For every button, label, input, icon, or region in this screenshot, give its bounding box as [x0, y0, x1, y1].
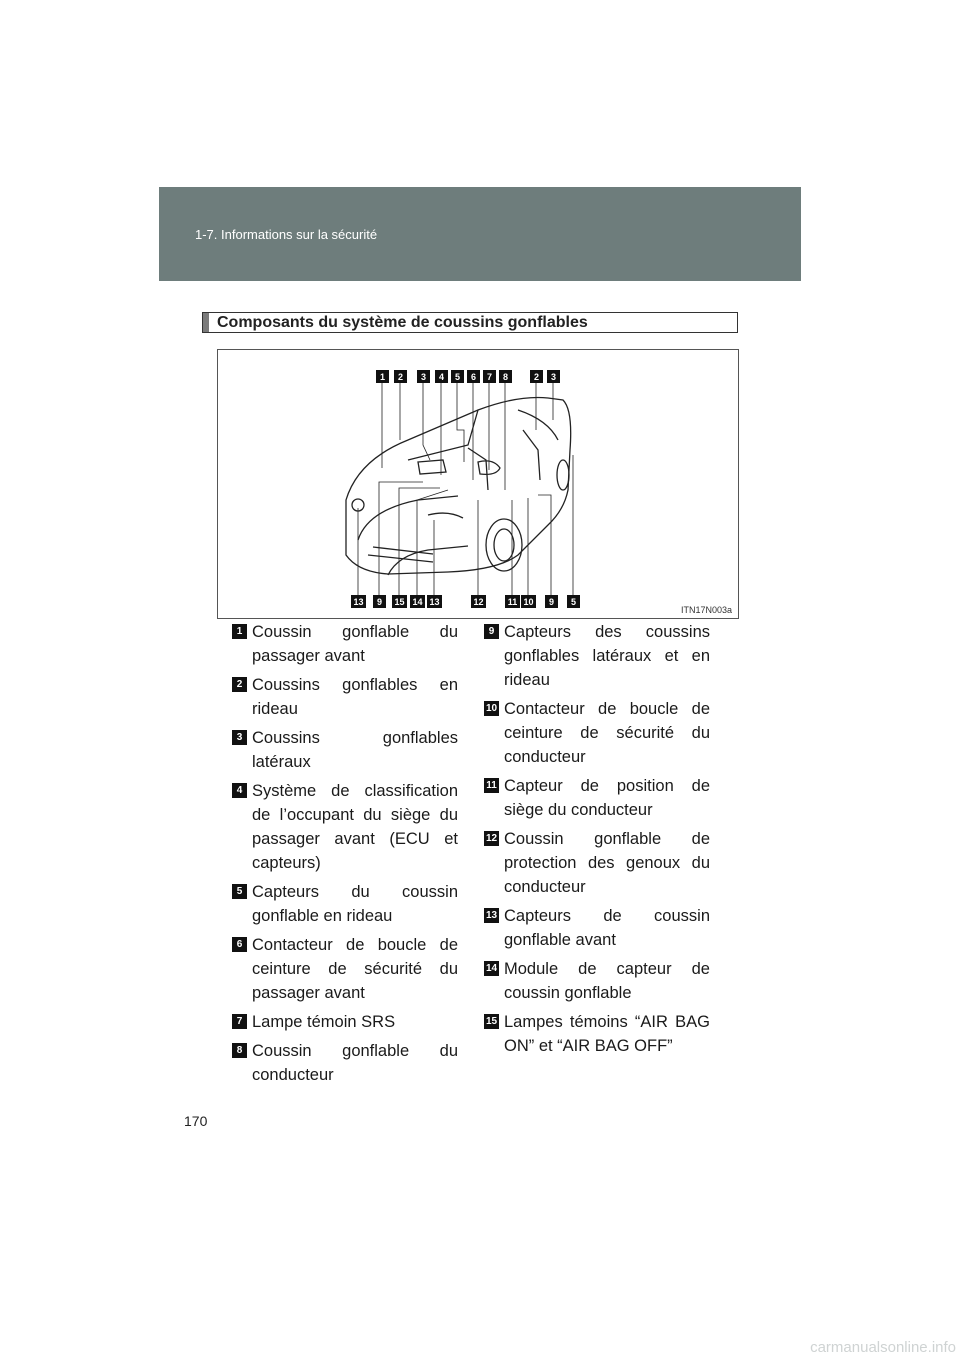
item-number-badge: 3	[232, 730, 247, 745]
page-number: 170	[184, 1113, 208, 1129]
figure-code: ITN17N003a	[680, 605, 732, 615]
callout-label: 3	[420, 372, 427, 382]
legend-item	[484, 620, 710, 692]
bottom-callouts	[351, 595, 580, 608]
item-number-badge: 5	[232, 884, 247, 899]
item-text: Capteurs de coussin gonflable avant	[504, 907, 710, 949]
item-number-badge: 14	[485, 963, 498, 974]
legend-item	[484, 904, 710, 952]
item-text: Coussins gonflables latéraux	[252, 729, 458, 771]
legend-item	[484, 827, 710, 899]
item-text: Coussin gonflable du passager avant	[252, 623, 458, 665]
callout-label: 2	[533, 372, 540, 382]
item-text: Coussin gonflable de protection des genoux du conducteur	[504, 830, 710, 896]
airbag-diagram	[217, 349, 739, 619]
legend-item	[232, 620, 458, 668]
item-text: Lampe témoin SRS	[252, 1013, 396, 1031]
item-text: Capteur de position de siège du conducteur	[504, 777, 710, 819]
item-number-badge: 7	[232, 1014, 247, 1029]
callout-label: 2	[397, 372, 404, 382]
item-text: Système de classification de l’occupant du siège du passager avant (ECU et capteurs)	[252, 782, 458, 872]
section-title: Composants du système de coussins gonflables	[217, 314, 588, 331]
item-number-badge: 9	[484, 624, 499, 639]
callout-label: 5	[454, 372, 461, 382]
legend-column-right	[484, 620, 710, 1063]
callout-label: 11	[507, 597, 518, 607]
legend-item	[484, 1010, 710, 1058]
section-breadcrumb: 1-7. Informations sur la sécurité	[195, 227, 378, 242]
section-title-box	[202, 312, 738, 333]
legend-item	[484, 957, 710, 1005]
legend-item	[232, 1010, 458, 1034]
callout-label: 4	[438, 372, 445, 382]
callout-label: 12	[473, 597, 484, 607]
item-number-badge: 13	[485, 910, 498, 921]
item-text: Module de capteur de coussin gonflable	[504, 960, 710, 1002]
callout-label: 10	[523, 597, 534, 607]
item-number-badge: 8	[232, 1043, 247, 1058]
callout-label: 15	[394, 597, 405, 607]
callout-label: 14	[412, 597, 423, 607]
callout-label: 1	[379, 372, 386, 382]
legend-item	[232, 933, 458, 1005]
legend-item	[484, 697, 710, 769]
callout-label: 6	[470, 372, 477, 382]
top-callouts	[376, 370, 560, 383]
item-text: Capteurs du coussin gonflable en rideau	[252, 883, 458, 925]
legend-item	[232, 1039, 458, 1087]
item-text: Contacteur de boucle de ceinture de sécurité du conducteur	[504, 700, 710, 766]
legend-column-left	[232, 620, 458, 1092]
item-number-badge: 15	[485, 1016, 498, 1027]
callout-label: 8	[502, 372, 509, 382]
item-number-badge: 6	[232, 937, 247, 952]
legend-item	[232, 779, 458, 875]
legend-item	[484, 774, 710, 822]
item-text: Coussins gonflables en rideau	[252, 676, 458, 718]
legend-item	[232, 673, 458, 721]
item-number-badge: 11	[484, 778, 499, 793]
title-accent-bar	[203, 313, 209, 332]
item-text: Contacteur de boucle de ceinture de sécurité du passager avant	[252, 936, 458, 1002]
item-text: Lampes témoins “AIR BAG ON” et “AIR BAG OFF”	[504, 1013, 710, 1055]
item-number-badge: 1	[232, 624, 247, 639]
item-number-badge: 4	[232, 783, 247, 798]
callout-label: 13	[353, 597, 364, 607]
callout-label: 13	[429, 597, 440, 607]
callout-label: 5	[570, 597, 577, 607]
legend-item	[232, 880, 458, 928]
watermark: carmanualsonline.info	[810, 1339, 956, 1356]
callout-label: 3	[550, 372, 557, 382]
item-number-badge: 2	[232, 677, 247, 692]
callout-label: 9	[376, 597, 383, 607]
item-text: Coussin gonflable du conducteur	[252, 1042, 458, 1084]
item-text: Capteurs des coussins gonflables latéraux et en rideau	[504, 623, 710, 689]
chapter-header	[159, 187, 801, 281]
callout-label: 7	[486, 372, 493, 382]
legend-item	[232, 726, 458, 774]
item-number-badge: 10	[485, 703, 498, 714]
item-number-badge: 12	[485, 833, 498, 844]
callout-label: 9	[548, 597, 555, 607]
car-illustration	[218, 350, 740, 620]
